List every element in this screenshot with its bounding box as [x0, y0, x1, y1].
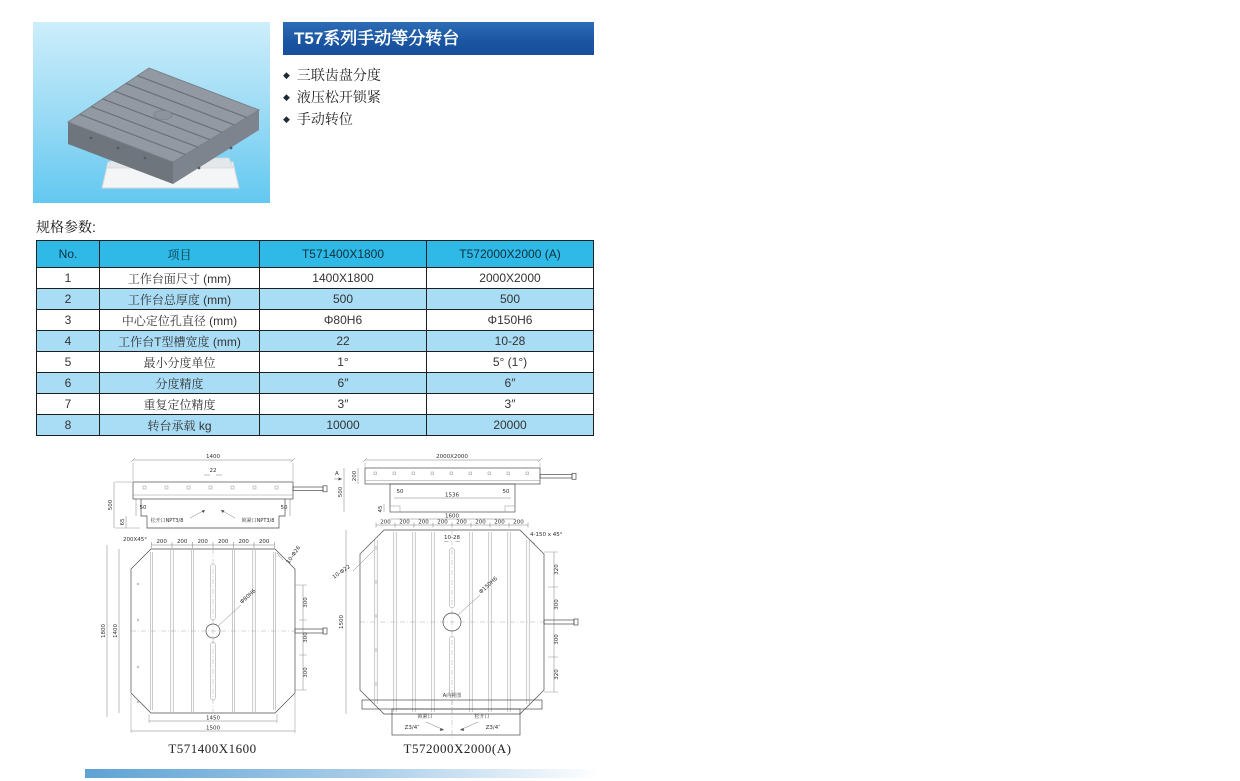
thread-label: Z3/4″ — [404, 725, 420, 731]
spec-cell: 6 — [37, 373, 100, 394]
spec-cell: 2000X2000 — [427, 268, 594, 289]
port-label: 松开口 — [474, 714, 490, 720]
drawing-left-T571400X1600 — [95, 452, 330, 740]
dim-label: 45 — [378, 505, 384, 513]
spec-table-body — [37, 268, 594, 436]
dim-label: 500 — [108, 499, 114, 511]
thread-label: Z3/4″ — [485, 725, 501, 731]
spec-cell: 工作台总厚度 (mm) — [100, 289, 260, 310]
dim-label: 1536 — [445, 492, 459, 499]
spec-cell: 工作台面尺寸 (mm) — [100, 268, 260, 289]
spec-cell: 3″ — [260, 394, 427, 415]
feature-text: 三联齿盘分度 — [296, 67, 381, 83]
spec-cell: 分度精度 — [100, 373, 260, 394]
spec-cell: 500 — [427, 289, 594, 310]
right-front-view — [334, 454, 576, 520]
dim-label: 200 — [475, 519, 486, 526]
spec-cell: 5° (1°) — [427, 352, 594, 373]
dim-label: 22 — [209, 468, 217, 474]
feature-item — [283, 86, 381, 108]
spec-section-label: 规格参数: — [36, 219, 96, 235]
right-section-view — [362, 690, 542, 739]
left-plan-view — [101, 537, 327, 733]
dim-label: 200 — [513, 519, 524, 526]
dim-label: 2000X2000 — [436, 454, 468, 460]
holes-note: 10-Φ22 — [331, 564, 352, 581]
feature-item — [283, 108, 381, 130]
dim-label: 50 — [280, 505, 288, 511]
spec-cell: 10-28 — [427, 331, 594, 352]
dim-label: 200 — [238, 539, 249, 545]
spec-row — [37, 373, 594, 394]
dim-label: 50 — [396, 489, 404, 495]
chamfer-note: 200X45° — [123, 537, 148, 543]
dim-label: 200 — [197, 539, 208, 545]
spec-cell: 重复定位精度 — [100, 394, 260, 415]
dim-label: 200 — [176, 539, 188, 545]
diamond-bullet-icon: ◆ — [283, 91, 290, 102]
dim-label: 65 — [120, 518, 126, 526]
dim-label: 200 — [380, 519, 391, 526]
spec-table — [36, 240, 594, 436]
spec-cell: 转台承载 kg — [100, 415, 260, 436]
spec-header-row — [37, 241, 594, 268]
dim-label: 300 — [303, 667, 309, 678]
drawing-caption-right: T572000X2000(A) — [403, 741, 512, 756]
dim-label: 1400 — [113, 624, 119, 638]
footer-accent-bar — [85, 769, 600, 778]
dim-label: 200 — [352, 470, 358, 482]
col-header-model1: T571400X1800 — [260, 241, 427, 268]
spec-cell: 1400X1800 — [260, 268, 427, 289]
spec-cell: 22 — [260, 331, 427, 352]
dim-label: 50 — [502, 489, 510, 495]
spec-cell: 3″ — [427, 394, 594, 415]
dim-label: 200 — [418, 519, 429, 526]
spec-row — [37, 289, 594, 310]
dim-label: 300 — [554, 599, 560, 610]
spec-cell: 6″ — [427, 373, 594, 394]
view-marker: A — [335, 471, 339, 477]
right-plan-view — [332, 520, 578, 715]
drawing-right-T572000X2000A — [330, 452, 585, 740]
feature-item — [283, 64, 381, 86]
product-photo — [33, 22, 270, 203]
feature-text: 手动转位 — [296, 111, 353, 127]
dim-label: 200 — [156, 539, 167, 545]
slot-width-label: 10-28 — [444, 535, 460, 541]
page-title: T57系列手动等分转台 — [283, 22, 594, 55]
drawing-caption-left: T571400X1600 — [168, 741, 257, 756]
port-label: 锁紧口NPT3/8 — [241, 518, 275, 524]
diamond-bullet-icon: ◆ — [283, 69, 290, 80]
dim-label: 1400 — [206, 454, 220, 460]
col-header-no: No. — [37, 241, 100, 268]
dim-label: Φ150H6 — [478, 575, 500, 596]
dim-label: 200 — [258, 539, 270, 545]
feature-text: 液压松开锁紧 — [296, 89, 381, 105]
dim-label: 200 — [217, 539, 229, 545]
spec-cell: 4 — [37, 331, 100, 352]
spec-cell: 7 — [37, 394, 100, 415]
col-header-item: 项目 — [100, 241, 260, 268]
dim-label: 1600 — [445, 513, 459, 520]
spec-cell: 2 — [37, 289, 100, 310]
spec-cell: 工作台T型槽宽度 (mm) — [100, 331, 260, 352]
spec-row — [37, 394, 594, 415]
spec-cell: 1° — [260, 352, 427, 373]
dim-label: 320 — [554, 669, 560, 680]
chamfer-note: 4-150 x 45° — [530, 532, 563, 538]
spec-cell: 6″ — [260, 373, 427, 394]
spec-cell: 8 — [37, 415, 100, 436]
spec-cell: Φ150H6 — [427, 310, 594, 331]
col-header-model2: T572000X2000 (A) — [427, 241, 594, 268]
spec-cell: Φ80H6 — [260, 310, 427, 331]
left-front-view — [108, 454, 327, 528]
port-label: 松开口NPT3/8 — [150, 518, 184, 524]
dim-label: 200 — [456, 519, 467, 526]
spec-cell: 最小分度单位 — [100, 352, 260, 373]
dim-label: 300 — [554, 634, 560, 645]
dim-label: 200 — [437, 519, 448, 526]
spec-row — [37, 352, 594, 373]
spec-row — [37, 331, 594, 352]
spec-row — [37, 310, 594, 331]
dim-label: 1500 — [339, 615, 345, 629]
feature-list — [283, 64, 381, 130]
spec-row — [37, 415, 594, 436]
dim-label: 320 — [554, 564, 560, 575]
diamond-bullet-icon: ◆ — [283, 113, 290, 124]
dim-label: 1450 — [206, 715, 220, 722]
dim-label: 200 — [399, 519, 410, 526]
dim-label: Φ80H6 — [239, 588, 258, 606]
holes-note: 10-Φ26 — [285, 545, 303, 566]
spec-cell: 5 — [37, 352, 100, 373]
dim-label: 300 — [303, 632, 309, 643]
port-label: 锁紧口 — [417, 714, 433, 720]
spec-cell: 20000 — [427, 415, 594, 436]
spec-cell: 10000 — [260, 415, 427, 436]
spec-cell: 1 — [37, 268, 100, 289]
dim-label: 500 — [338, 486, 344, 498]
dim-label: 200 — [494, 519, 505, 526]
spec-cell: 500 — [260, 289, 427, 310]
dim-label: 300 — [303, 597, 309, 608]
spec-cell: 中心定位孔直径 (mm) — [100, 310, 260, 331]
section-label: A向视图 — [442, 693, 462, 699]
dim-label: 1500 — [206, 725, 220, 732]
dim-label: 1800 — [101, 624, 107, 638]
dim-label: 50 — [139, 505, 147, 511]
spec-row — [37, 268, 594, 289]
spec-cell: 3 — [37, 310, 100, 331]
